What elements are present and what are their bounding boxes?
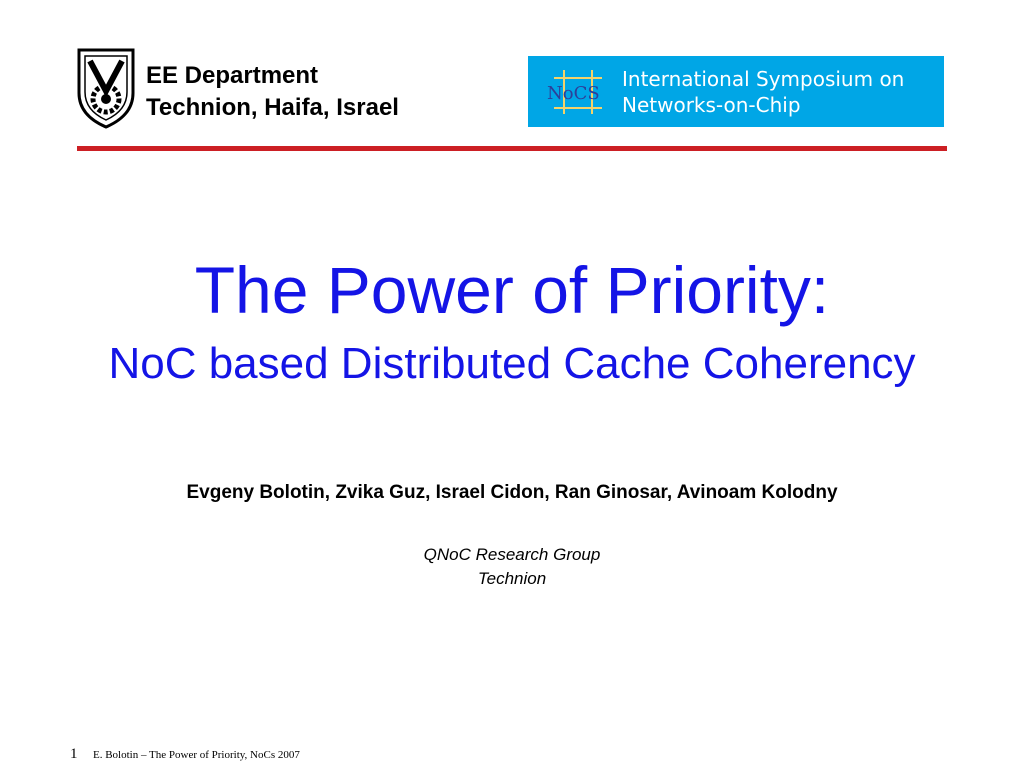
slide-subtitle: NoC based Distributed Cache Coherency bbox=[108, 339, 916, 388]
symposium-name bbox=[622, 66, 904, 118]
nocs-logo-text: NoCS bbox=[547, 83, 600, 104]
slide-title: The Power of Priority: bbox=[194, 253, 830, 327]
affiliation bbox=[0, 543, 1024, 591]
nocs-grid-icon bbox=[544, 66, 614, 118]
technion-emblem-icon bbox=[76, 47, 136, 129]
author-list: Evgeny Bolotin, Zvika Guz, Israel Cidon, Ran Ginosar, Avinoam Kolodny bbox=[186, 482, 838, 503]
affiliation-institution: Technion bbox=[477, 569, 547, 588]
slide-number: 1 bbox=[70, 746, 78, 762]
footer-text: E. Bolotin – The Power of Priority, NoCs 2007 bbox=[93, 749, 300, 761]
department-label bbox=[146, 60, 399, 124]
symposium-line1: International Symposium on bbox=[622, 67, 905, 91]
nocs-banner bbox=[528, 56, 944, 127]
header-divider bbox=[77, 146, 947, 151]
research-group: QNoC Research Group bbox=[423, 545, 601, 564]
department-name: EE Department bbox=[146, 62, 319, 89]
symposium-line2: Networks-on-Chip bbox=[622, 93, 801, 117]
institution-location: Technion, Haifa, Israel bbox=[146, 94, 399, 121]
